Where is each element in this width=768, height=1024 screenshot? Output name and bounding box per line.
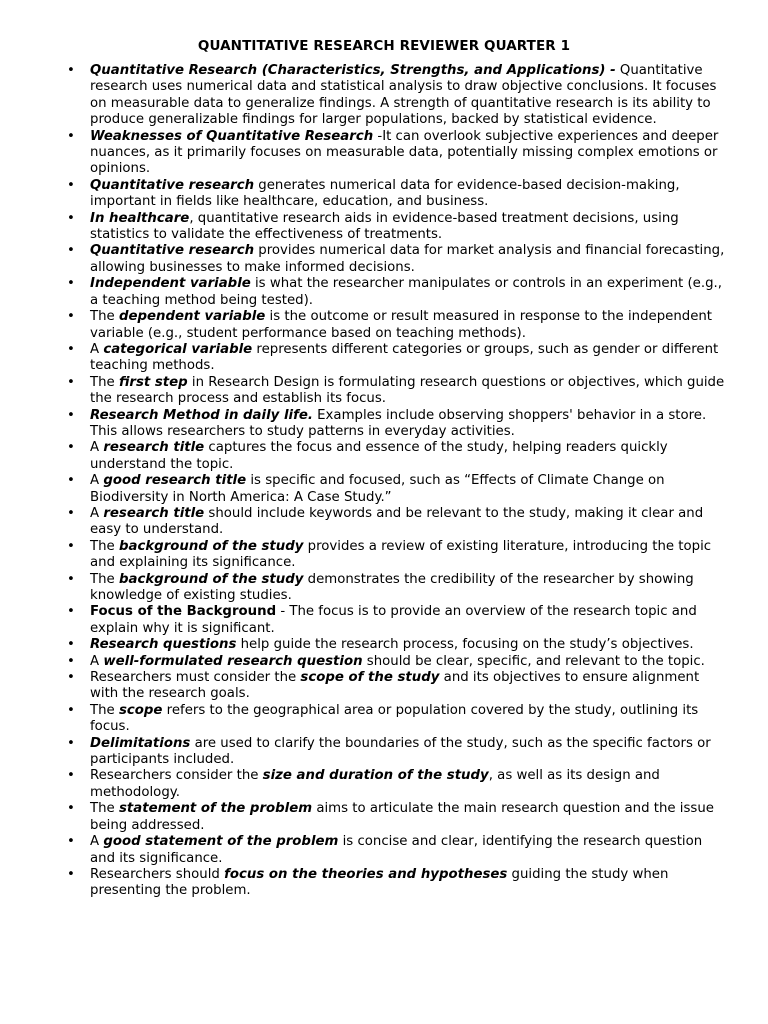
item-text: captures the focus and essence of the study, helping readers quickly understand the topic.: [90, 440, 668, 472]
key-term: Quantitative research: [90, 243, 255, 259]
item-text: Examples include observing shoppers' behavior in a store. This allows researchers to study patterns in everyday activities.: [90, 407, 707, 439]
bullet-marker: •: [67, 538, 75, 554]
item-text: demonstrates the credibility of the researcher by showing knowledge of existing studies.: [90, 571, 694, 603]
list-item: [67, 506, 727, 539]
bullet-list: [67, 63, 727, 900]
bullet-marker: •: [67, 702, 75, 718]
item-text: is what the researcher manipulates or controls in an experiment (e.g., a teaching method being tested).: [90, 276, 722, 308]
list-item: [67, 309, 727, 342]
document-title: QUANTITATIVE RESEARCH REVIEWER QUARTER 1: [197, 38, 571, 54]
bullet-marker: •: [67, 210, 75, 226]
item-text: represents different categories or groups, such as gender or different teaching methods.: [90, 341, 719, 374]
bullet-marker: •: [67, 440, 75, 456]
item-text: is concise and clear, identifying the research question and its significance.: [90, 834, 703, 866]
key-term: background of the study: [118, 571, 304, 587]
list-item: [67, 768, 727, 801]
item-text-prefix: A: [90, 341, 104, 357]
key-term: In healthcare: [90, 210, 190, 226]
bullet-marker: •: [67, 768, 75, 784]
item-text: should include keywords and be relevant to the study, making it clear and easy to understand.: [90, 505, 704, 538]
item-text: provides a review of existing literature, introducing the topic and explaining its significance.: [90, 538, 712, 571]
item-text: - The focus is to provide an overview of the research topic and explain why it is significant.: [90, 604, 697, 636]
bullet-marker: •: [67, 473, 75, 489]
list-item: [67, 375, 727, 408]
key-term: research title: [103, 440, 205, 456]
list-item: [67, 243, 727, 276]
list-item: [67, 654, 727, 670]
list-item: [67, 342, 727, 375]
key-term: Independent variable: [90, 276, 251, 292]
item-text-prefix: A: [90, 473, 104, 489]
list-item: [67, 572, 727, 605]
bullet-marker: •: [67, 309, 75, 325]
list-item: [67, 670, 727, 703]
list-item: [67, 539, 727, 572]
key-term: first step: [118, 374, 188, 390]
item-text: Quantitative research uses numerical data and statistical analysis to draw objective conclusions. It focuses on measurable data to generalize findings. A strength of quantitative research is its ability to produce generalizable findings for larger populations, backed by statistical evidence.: [90, 63, 717, 128]
key-term: Delimitations: [90, 735, 191, 751]
bullet-marker: •: [67, 374, 75, 390]
key-term: good statement of the problem: [103, 834, 339, 850]
item-text: and its objectives to ensure alignment with the research goals.: [90, 670, 700, 702]
item-text: , quantitative research aids in evidence-based treatment decisions, using statistics to validate the effectiveness of treatments.: [90, 210, 679, 243]
item-text: refers to the geographical area or population covered by the study, outlining its focus.: [90, 702, 699, 735]
item-text-prefix: A: [90, 834, 104, 850]
list-item: [67, 604, 727, 637]
item-text-prefix: The: [90, 538, 119, 554]
list-item: [67, 801, 727, 834]
item-text-prefix: A: [90, 440, 104, 456]
bullet-marker: •: [67, 834, 75, 850]
item-text: guiding the study when presenting the problem.: [90, 866, 669, 899]
list-item: [67, 637, 727, 653]
bullet-marker: •: [67, 177, 75, 193]
key-term: categorical variable: [103, 341, 253, 357]
item-text: is specific and focused, such as “Effects of Climate Change on Biodiversity in North America: A Case Study.”: [90, 473, 665, 505]
key-term: scope: [118, 702, 163, 718]
item-text-prefix: The: [90, 309, 119, 325]
key-term: Focus of the Background: [90, 604, 277, 620]
list-item: [67, 834, 727, 867]
list-item: [67, 473, 727, 506]
item-text: , as well as its design and methodology.: [90, 768, 660, 800]
bullet-marker: •: [67, 866, 75, 882]
bullet-marker: •: [67, 341, 75, 357]
list-item: [67, 408, 727, 441]
item-text: in Research Design is formulating research questions or objectives, which guide the research process and establish its focus.: [90, 374, 725, 407]
item-text: are used to clarify the boundaries of the study, such as the specific factors or participants included.: [90, 735, 711, 768]
bullet-marker: •: [67, 128, 75, 144]
key-term: Research questions: [90, 637, 237, 653]
bullet-marker: •: [67, 670, 75, 686]
key-term: Research Method in daily life.: [90, 407, 313, 423]
list-item: [67, 63, 727, 129]
key-term: Weaknesses of Quantitative Research: [90, 128, 374, 144]
item-text-prefix: The: [90, 374, 119, 390]
list-item: [67, 129, 727, 178]
item-text: -It can overlook subjective experiences and deeper nuances, as it primarily focuses on measurable data, potentially missing complex emotions or opinions.: [90, 128, 719, 177]
item-text-prefix: Researchers must consider the: [90, 670, 301, 686]
bullet-marker: •: [67, 407, 75, 423]
item-text: is the outcome or result measured in response to the independent variable (e.g., student performance based on teaching methods).: [90, 309, 713, 341]
list-item: [67, 736, 727, 769]
item-text-prefix: Researchers should: [90, 866, 225, 882]
bullet-marker: •: [67, 571, 75, 587]
key-term: well-formulated research question: [103, 653, 363, 669]
key-term: background of the study: [118, 538, 304, 554]
item-text-prefix: A: [90, 505, 104, 521]
key-term: size and duration of the study: [262, 768, 489, 784]
item-text-prefix: A: [90, 653, 104, 669]
bullet-marker: •: [67, 653, 75, 669]
bullet-marker: •: [67, 604, 75, 620]
key-term: Quantitative research: [90, 177, 255, 193]
bullet-marker: •: [67, 637, 75, 653]
list-item: [67, 867, 727, 900]
item-text: help guide the research process, focusing on the study’s objectives.: [236, 637, 694, 653]
bullet-marker: •: [67, 505, 75, 521]
bullet-marker: •: [67, 276, 75, 292]
key-term: dependent variable: [118, 309, 266, 325]
list-item: [67, 276, 727, 309]
item-text: generates numerical data for evidence-based decision-making, important in fields like healthcare, education, and business.: [90, 177, 680, 210]
list-item: [67, 211, 727, 244]
bullet-marker: •: [67, 801, 75, 817]
bullet-marker: •: [67, 63, 75, 78]
item-text: aims to articulate the main research question and the issue being addressed.: [90, 801, 714, 833]
key-term: good research title: [103, 473, 247, 489]
item-text: should be clear, specific, and relevant to the topic.: [362, 653, 705, 669]
key-term: research title: [103, 505, 205, 521]
list-item: [67, 178, 727, 211]
item-text-prefix: The: [90, 571, 119, 587]
list-item: [67, 440, 727, 473]
list-item: [67, 703, 727, 736]
key-term: scope of the study: [300, 670, 440, 686]
item-text-prefix: The: [90, 801, 119, 817]
bullet-marker: •: [67, 243, 75, 259]
key-term: Quantitative Research (Characteristics, Strengths, and Applications) -: [90, 63, 616, 78]
key-term: statement of the problem: [118, 801, 313, 817]
item-text: provides numerical data for market analysis and financial forecasting, allowing businesses to make informed decisions.: [90, 243, 725, 275]
bullet-marker: •: [67, 735, 75, 751]
item-text-prefix: Researchers consider the: [90, 768, 263, 784]
item-text-prefix: The: [90, 702, 119, 718]
key-term: focus on the theories and hypotheses: [224, 866, 508, 882]
